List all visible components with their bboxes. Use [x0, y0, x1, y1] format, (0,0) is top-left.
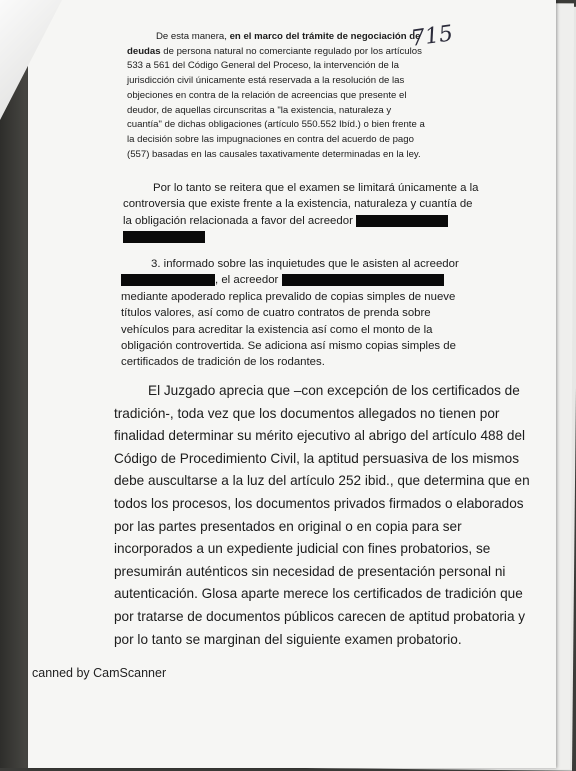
redaction-bar [356, 215, 448, 227]
text-line: objeciones en contra de la relación de acreencias que presente el [127, 89, 407, 101]
text-line: por lo tanto se marginan del siguiente examen probatorio. [114, 631, 462, 647]
document-page [28, 0, 556, 768]
text-line: por tratarse de documentos públicos carecen de aptitud probatoria y [114, 608, 526, 624]
text-line: todos los procesos, los documentos privados firmados o elaborados [114, 495, 524, 511]
text-line: (557) basadas en las causales taxativamente determinadas en la ley. [127, 148, 421, 160]
text-line: De esta manera, en el marco del trámite de negociación de [156, 31, 421, 42]
text-line: debe auscultarse a la luz del artículo 252 ibid., que determina que en [114, 473, 530, 489]
scanner-watermark: canned by CamScanner [32, 666, 167, 680]
paragraph-1 [127, 30, 439, 162]
text-line: certificados de tradición de los rodantes. [121, 356, 325, 369]
text-line: la obligación relacionada a favor del acreedor [123, 213, 439, 229]
text-line: mediante apoderado replica prevalido de copias simples de nueve [121, 290, 456, 303]
redaction-bar [282, 274, 444, 286]
text-line: deudor, de aquellas circunscritas a "la existencia, naturaleza y [127, 104, 392, 116]
text-line: El Juzgado aprecia que –con excepción de los certificados de [148, 383, 520, 398]
text-line: por las partes presentados en original o en copia para ser [114, 518, 462, 534]
redaction-bar [121, 274, 215, 286]
text-line: presumirán auténticos sin necesidad de presentación personal ni [114, 563, 506, 579]
text-line: cuantía" de dichas obligaciones (artículo 550.552 Ibíd.) o bien frente a [127, 119, 425, 131]
desk-background [0, 0, 30, 768]
paragraph-2 [123, 180, 479, 246]
text-line: Por lo tanto se reitera que el examen se limitará únicamente a la [153, 182, 479, 194]
text-line: finalidad determinar su mérito ejecutivo al abrigo del artículo 488 del [114, 428, 526, 444]
paragraph-3 [121, 256, 459, 371]
text-line [123, 229, 439, 245]
text-line: vehículos para acreditar la existencia así como el monto de la [121, 323, 433, 336]
text-line: 3. informado sobre las inquietudes que le asisten al acreedor [151, 258, 459, 270]
text-line: la decisión sobre las impugnaciones en contra del acuerdo de pago [127, 133, 414, 145]
text-line: incorporados a un expediente judicial con fines probatorios, se [114, 541, 491, 557]
text-line: tradición-, toda vez que los documentos allegados no tienen por [114, 405, 500, 421]
text-line: jurisdicción civil únicamente está reservada a la resolución de las [127, 75, 405, 87]
text-line: deudas de persona natural no comerciante regulado por los artículos [127, 45, 422, 57]
text-line: , el acreedor [121, 272, 443, 288]
paragraph-4 [114, 380, 530, 651]
text-line: obligación controvertida. Se adiciona así mismo copias simples de [121, 340, 456, 353]
handwritten-page-number: 715 [409, 21, 455, 52]
text-line: controversia que existe frente a la existencia, naturaleza y cuantía de [123, 198, 473, 211]
text-line: 533 a 561 del Código General del Proceso, la intervención de la [127, 60, 400, 72]
text-line: Código de Procedimiento Civil, la aptitud persuasiva de los mismos [114, 450, 519, 466]
text-line: autenticación. Glosa aparte merece los certificados de tradición que [114, 586, 523, 602]
redaction-bar [123, 231, 205, 243]
text-line: títulos valores, así como de cuatro contratos de prenda sobre [121, 307, 431, 320]
